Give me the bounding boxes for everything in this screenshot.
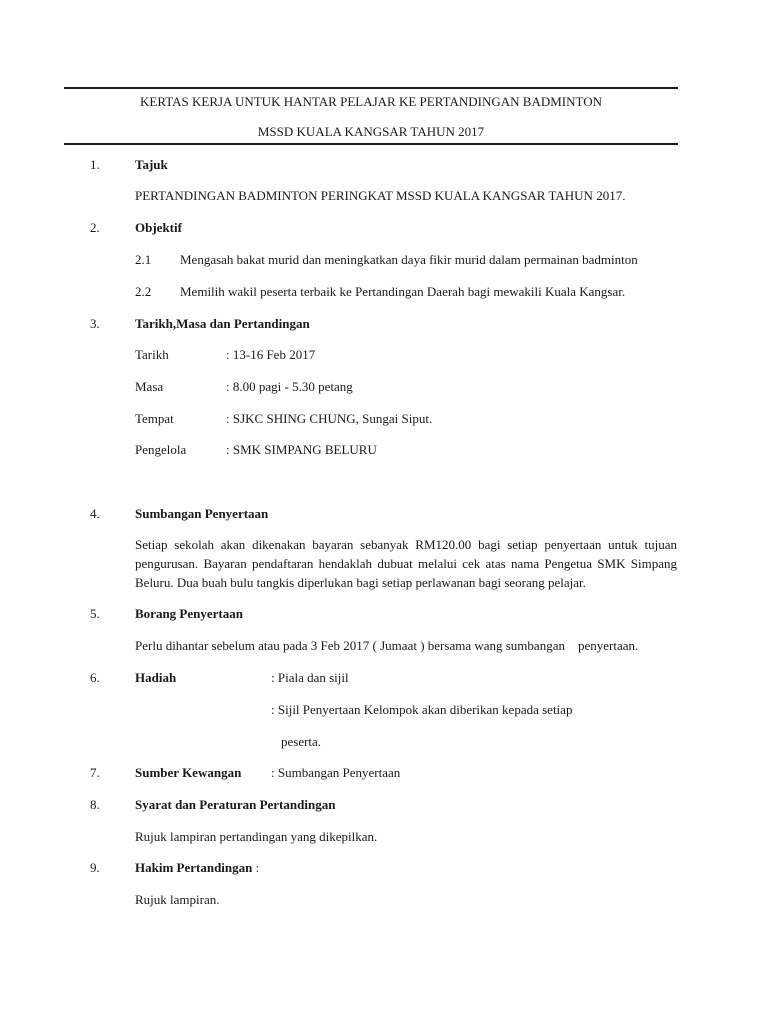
section-8-heading: Syarat dan Peraturan Pertandingan — [135, 797, 336, 812]
section-6-heading: Hadiah — [135, 670, 177, 685]
section-2-number: 2. — [90, 220, 100, 235]
section-9-body: Rujuk lampiran. — [135, 892, 220, 907]
section-1-body: PERTANDINGAN BADMINTON PERINGKAT MSSD KUALA KANGSAR TAHUN 2017. — [135, 188, 626, 203]
section-4-number: 4. — [90, 506, 100, 521]
objective-2-1-text: Mengasah bakat murid dan meningkatkan daya fikir murid dalam permainan badminton — [180, 252, 638, 267]
detail-value-pengelola: : SMK SIMPANG BELURU — [226, 442, 377, 457]
section-2-heading: Objektif — [135, 220, 182, 235]
section-1-number: 1. — [90, 157, 100, 172]
section-6-number: 6. — [90, 670, 100, 685]
section-7-heading: Sumber Kewangan — [135, 765, 242, 780]
prize-line-1: : Piala dan sijil — [271, 670, 349, 685]
section-5-heading: Borang Penyertaan — [135, 606, 243, 621]
document-title-line2: MSSD KUALA KANGSAR TAHUN 2017 — [257, 124, 485, 139]
title-underline-rule — [64, 143, 678, 145]
section-9-number: 9. — [90, 860, 100, 875]
document-title-line1: KERTAS KERJA UNTUK HANTAR PELAJAR KE PERTANDINGAN BADMINTON — [140, 94, 602, 109]
section-9-heading: Hakim Pertandingan — [135, 860, 253, 875]
detail-label-tempat: Tempat — [135, 411, 174, 426]
section-3-number: 3. — [90, 316, 100, 331]
detail-value-masa: : 8.00 pagi - 5.30 petang — [226, 379, 353, 394]
detail-label-masa: Masa — [135, 379, 164, 394]
top-rule — [64, 87, 678, 89]
section-7-value: : Sumbangan Penyertaan — [271, 765, 401, 780]
section-9-heading-wrap — [135, 860, 259, 876]
objective-2-2-number: 2.2 — [135, 284, 152, 299]
section-4-heading: Sumbangan Penyertaan — [135, 506, 269, 521]
section-7-number: 7. — [90, 765, 100, 780]
section-1-heading: Tajuk — [135, 157, 168, 172]
section-3-heading: Tarikh,Masa dan Pertandingan — [135, 316, 310, 331]
section-5-number: 5. — [90, 606, 100, 621]
detail-label-tarikh: Tarikh — [135, 347, 169, 362]
section-8-number: 8. — [90, 797, 100, 812]
section-4-body: Setiap sekolah akan dikenakan bayaran sebanyak RM120.00 bagi setiap penyertaan untuk tujuan pengurusan. Bayaran pendaftaran hendaklah dubuat melalui cek atas nama Pengetua SMK Simpang Beluru. Dua buah bulu tangkis diperlukan bagi setiap perlawanan bagi seorang pelajar. — [135, 537, 677, 590]
detail-value-tarikh: : 13-16 Feb 2017 — [226, 347, 316, 362]
prize-line-3: peserta. — [281, 734, 322, 749]
section-5-body: Perlu dihantar sebelum atau pada 3 Feb 2017 ( Jumaat ) bersama wang sumbangan penyertaan. — [135, 638, 639, 653]
section-9-colon: : — [252, 860, 260, 875]
objective-2-1-number: 2.1 — [135, 252, 152, 267]
detail-value-tempat: : SJKC SHING CHUNG, Sungai Siput. — [226, 411, 433, 426]
prize-line-2: : Sijil Penyertaan Kelompok akan diberikan kepada setiap — [271, 702, 573, 717]
detail-label-pengelola: Pengelola — [135, 442, 187, 457]
objective-2-2-text: Memilih wakil peserta terbaik ke Pertandingan Daerah bagi mewakili Kuala Kangsar. — [180, 284, 626, 299]
section-8-body: Rujuk lampiran pertandingan yang dikepilkan. — [135, 829, 378, 844]
